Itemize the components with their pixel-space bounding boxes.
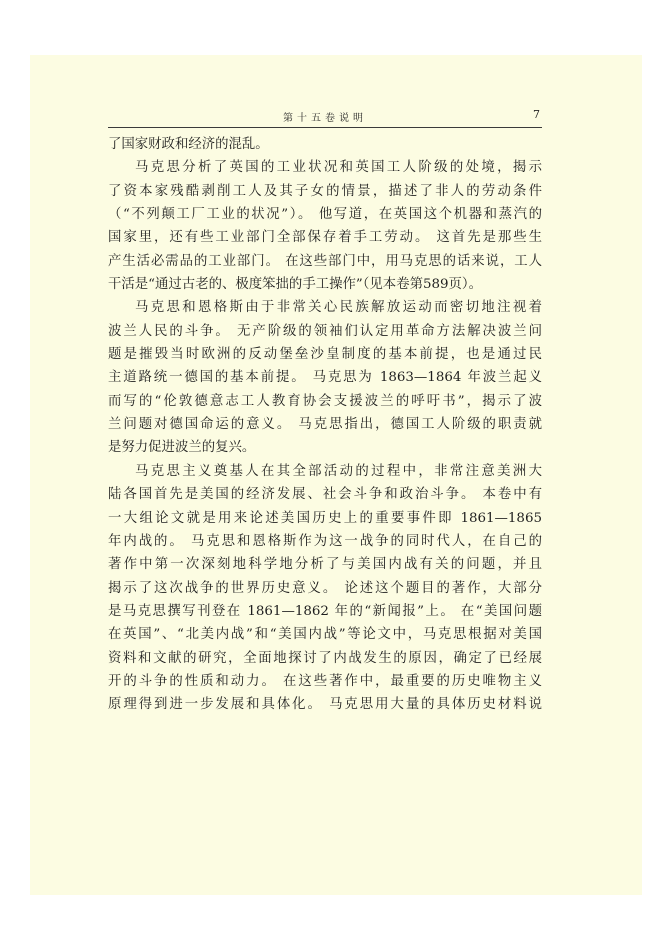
text-line: 一大组论文就是用来论述美国历史上的重要事件即 1861—1865	[108, 510, 542, 526]
text-line: 而写的“伦敦德意志工人教育协会支援波兰的呼吁书”，揭示了波	[108, 393, 542, 409]
text-line: 是努力促进波兰的复兴。	[108, 440, 256, 456]
text-line: 波兰人民的斗争。 无产阶级的领袖们认定用革命方法解决波兰问	[108, 323, 542, 339]
header-title: 第十五卷说明	[283, 113, 367, 124]
text-line: 马克思分析了英国的工业状况和英国工人阶级的处境，揭示	[135, 160, 542, 176]
text-line: 国家里，还有些工业部门全部保存着手工劳动。 这首先是那些生	[108, 230, 542, 246]
running-header	[108, 105, 542, 128]
text-line: 了资本家残酷剥削工人及其子女的情景，描述了非人的劳动条件	[108, 183, 542, 199]
text-line: 开的斗争的性质和动力。 在这些著作中，最重要的历史唯物主义	[108, 673, 542, 689]
text-line: 著作中第一次深刻地科学地分析了与美国内战有关的问题，并且	[108, 557, 542, 573]
text-line: 马克思主义奠基人在其全部活动的过程中，非常注意美洲大	[135, 463, 542, 479]
text-line: 是马克思撰写刊登在 1861—1862 年的“新闻报”上。 在“美国问题	[108, 603, 542, 619]
text-line: 陆各国首先是美国的经济发展、社会斗争和政治斗争。 本卷中有	[108, 487, 542, 503]
text-line: 揭示了这次战争的世界历史意义。 论述这个题目的著作，大部分	[108, 580, 542, 596]
text-line: 资料和文献的研究，全面地探讨了内战发生的原因，确定了已经展	[108, 650, 542, 666]
text-line: 干活是“通过古老的、极度笨拙的手工操作”（见本卷第589页）。	[108, 277, 483, 293]
text-line: 原理得到进一步发展和具体化。 马克思用大量的具体历史材料说	[108, 697, 542, 713]
text-line: 了国家财政和经济的混乱。	[108, 137, 269, 152]
text-line: 兰问题对德国命运的意义。 马克思指出，德国工人阶级的职责就	[108, 417, 542, 433]
body-text	[108, 133, 542, 717]
page-number: 7	[533, 108, 540, 121]
text-line: 马克思和恩格斯由于非常关心民族解放运动而密切地注视着	[135, 300, 542, 316]
text-line: 主道路统一德国的基本前提。 马克思为 1863—1864 年波兰起义	[108, 370, 542, 386]
text-line: 题是摧毁当时欧洲的反动堡垒沙皇制度的基本前提，也是通过民	[108, 347, 542, 363]
text-line: 在英国”、“北美内战”和“美国内战”等论文中，马克思根据对美国	[108, 627, 542, 643]
text-line: 年内战的。 马克思和恩格斯作为这一战争的同时代人，在自己的	[108, 533, 542, 549]
text-line: （“不列颠工厂工业的状况”）。 他写道，在英国这个机器和蒸汽的	[108, 207, 542, 223]
text-line: 产生活必需品的工业部门。 在这些部门中，用马克思的话来说，工人	[108, 253, 542, 269]
